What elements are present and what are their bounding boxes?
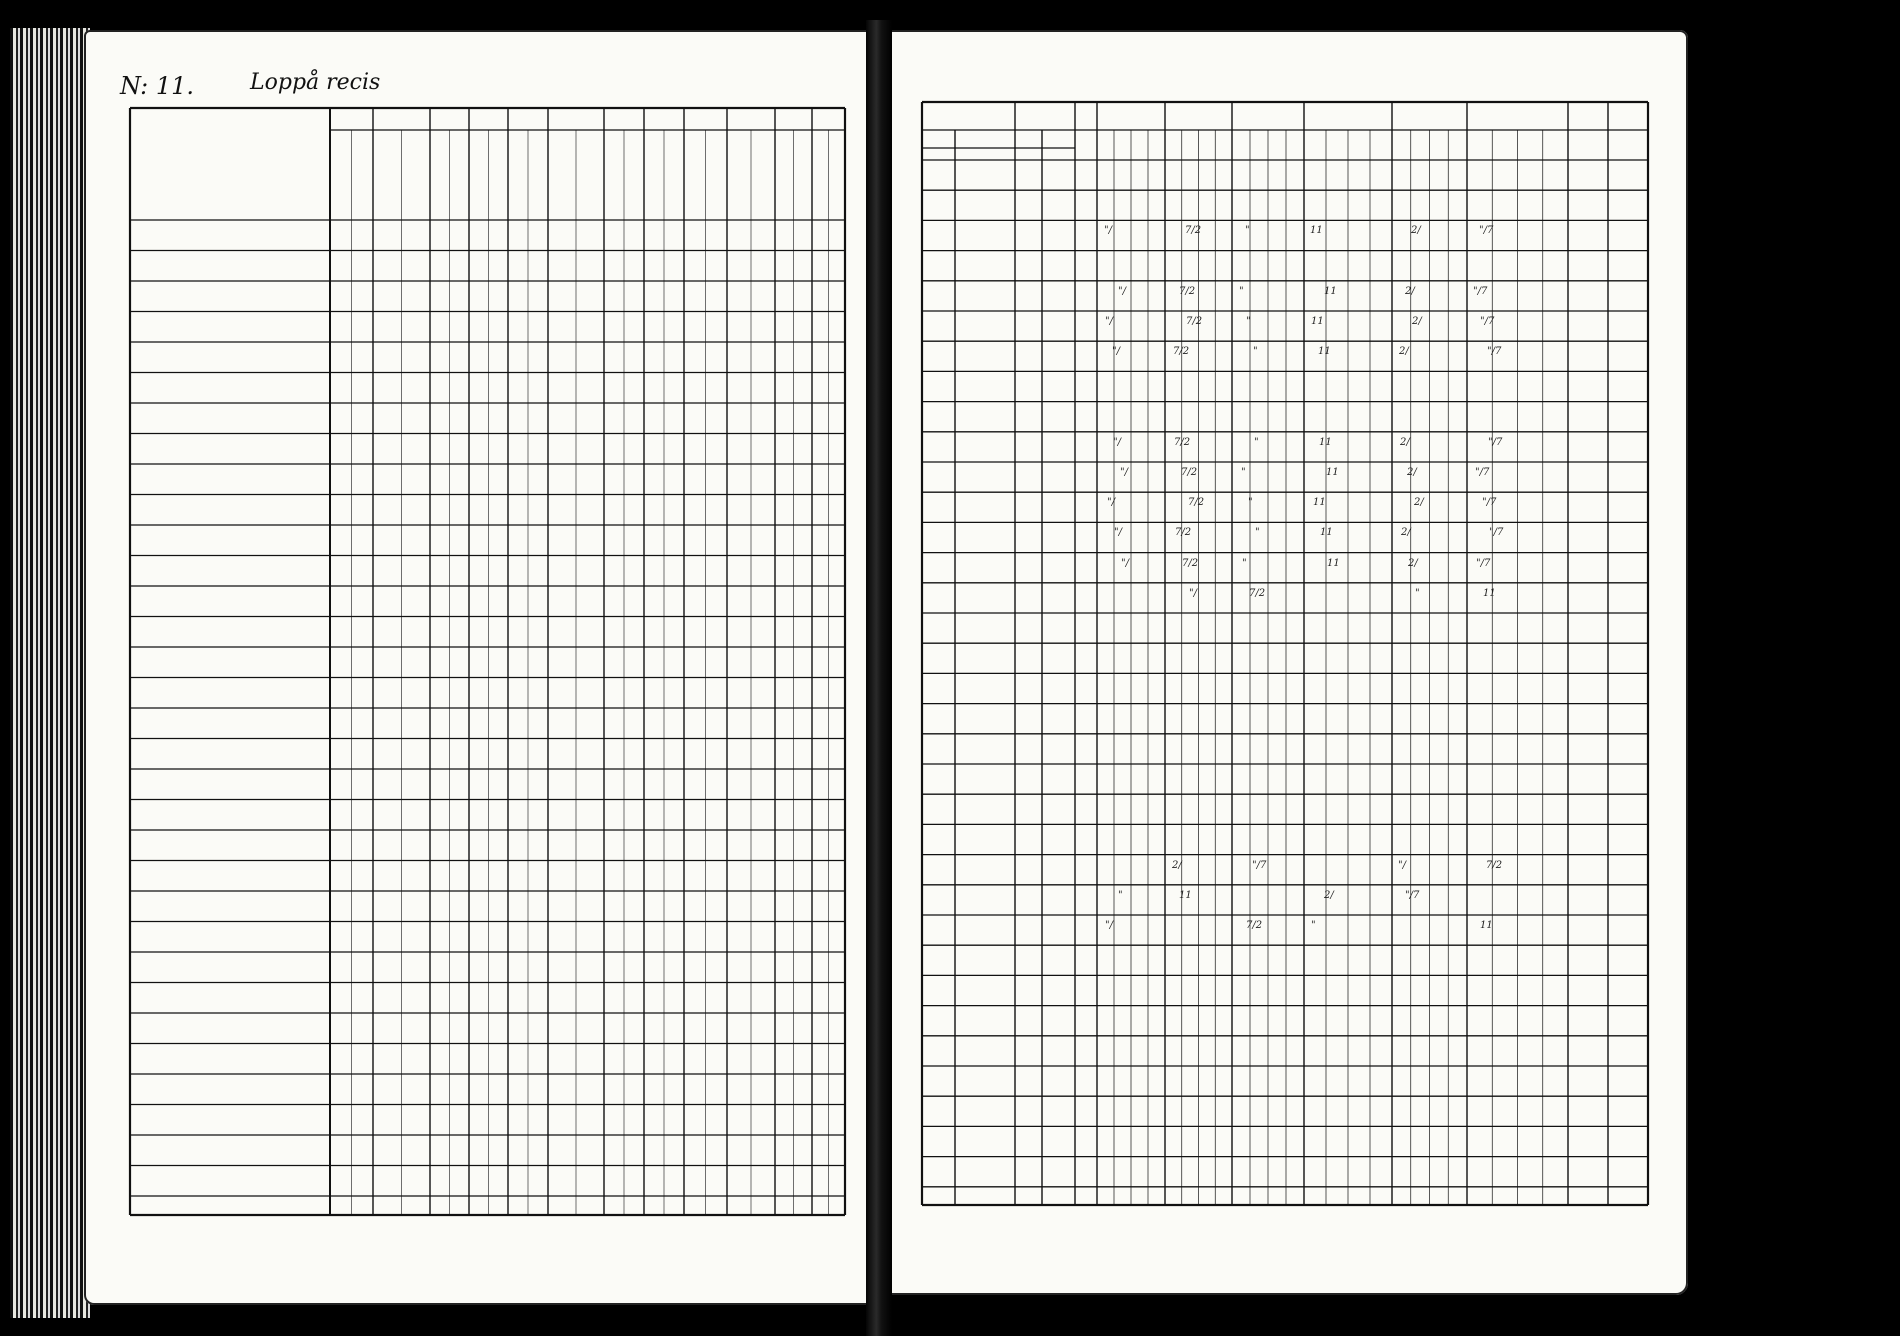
examination-mark: " [1246,316,1251,327]
examination-mark: "/ [1114,527,1122,539]
examination-mark: "/7 [1473,285,1488,297]
examination-mark: "/ [1121,557,1129,569]
examination-mark: " [1239,285,1244,297]
examination-mark: 7/2 [1179,285,1196,297]
examination-mark: "/ [1398,859,1406,871]
examination-mark: 11 [1179,889,1192,901]
examination-mark: 2/ [1324,889,1334,901]
examination-mark: 7/2 [1486,859,1503,871]
examination-mark: 11 [1480,920,1493,931]
examination-mark: "/ [1113,436,1121,448]
examination-mark: 7/2 [1185,225,1202,237]
examination-mark: "/ [1120,467,1128,478]
examination-mark: 2/ [1405,285,1415,297]
examination-mark: "/7 [1476,557,1491,569]
examination-mark: "/ [1107,497,1115,509]
examination-mark: "/7 [1489,527,1504,539]
examination-mark: "/ [1189,587,1197,599]
examination-mark: 7/2 [1249,587,1266,599]
examination-mark: 2/ [1401,527,1411,539]
examination-mark: 2/ [1399,346,1409,358]
examination-mark: 11 [1310,225,1323,237]
examination-mark: 7/2 [1181,467,1198,478]
examination-mark: 11 [1324,285,1337,297]
examination-mark: "/7 [1480,316,1495,327]
register-reference-number: N: 11. [120,72,195,100]
examination-mark: 2/ [1400,436,1410,448]
examination-mark: 11 [1313,497,1326,509]
examination-mark: 2/ [1411,225,1421,237]
examination-mark: "/ [1105,316,1113,327]
examination-mark: 11 [1483,587,1496,599]
examination-mark: "/7 [1482,497,1497,509]
examination-mark: 11 [1311,316,1324,327]
examination-mark: 7/2 [1186,316,1203,327]
examination-mark: 11 [1327,557,1340,569]
examination-mark: "/ [1105,920,1113,931]
examination-mark: " [1311,920,1316,931]
examination-mark: "/ [1112,346,1120,358]
examination-mark: 2/ [1412,316,1422,327]
examination-mark: 7/2 [1174,436,1191,448]
examination-mark: 11 [1326,467,1339,478]
examination-mark: "/7 [1488,436,1503,448]
examination-mark: "/ [1104,225,1112,237]
examination-mark: 2/ [1414,497,1424,509]
examination-mark: 11 [1320,527,1333,539]
examination-mark: 7/2 [1173,346,1190,358]
examination-mark: " [1255,527,1260,539]
examination-mark: " [1118,889,1123,901]
examination-mark: "/7 [1487,346,1502,358]
examination-mark: "/7 [1479,225,1494,237]
examination-mark: 2/ [1408,557,1418,569]
examination-mark: " [1254,436,1259,448]
examination-mark: 11 [1319,436,1332,448]
examination-mark: " [1242,557,1247,569]
examination-mark: 7/2 [1182,557,1199,569]
examination-mark: 2/ [1172,859,1182,871]
examination-mark: "/7 [1405,889,1420,901]
examination-mark: 7/2 [1188,497,1205,509]
village-name: Loppå recis [250,70,381,95]
examination-mark: "/7 [1252,859,1267,871]
examination-mark: 2/ [1407,467,1417,478]
examination-mark: 11 [1318,346,1331,358]
examination-mark: " [1245,225,1250,237]
examination-mark: 7/2 [1246,920,1263,931]
examination-mark: " [1241,467,1246,478]
examination-mark: " [1253,346,1258,358]
examination-mark: "/7 [1475,467,1490,478]
examination-mark: " [1248,497,1253,509]
examination-mark: " [1415,587,1420,599]
examination-mark: "/ [1118,285,1126,297]
examination-mark: 7/2 [1175,527,1192,539]
